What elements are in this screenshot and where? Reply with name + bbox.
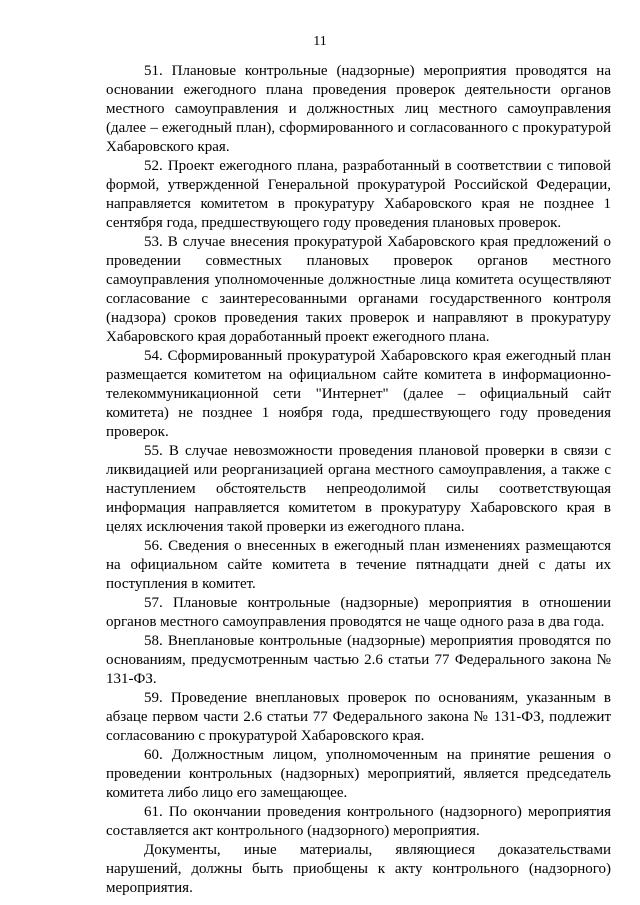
- paragraph-54: 54. Сформированный прокуратурой Хабаровского края ежегодный план размещается комитетом на официальном сайте комитета в информационно-телекоммуникационной сети "Интернет" (далее – официальный сайт комитета) не позднее 1 ноября года, предшествующего году проведения проверок.: [106, 348, 611, 440]
- paragraph-58: 58. Внеплановые контрольные (надзорные) мероприятия проводятся по основаниям, предусмотренным частью 2.6 статьи 77 Федерального закона № 131-ФЗ.: [106, 633, 611, 687]
- document-body: [106, 62, 611, 898]
- paragraph-61: 61. По окончании проведения контрольного (надзорного) мероприятия составляется акт контрольного (надзорного) мероприятия.: [106, 804, 611, 839]
- paragraph-59: 59. Проведение внеплановых проверок по основаниям, указанным в абзаце первом части 2.6 статьи 77 Федерального закона № 131-ФЗ, подлежит согласованию с прокуратурой Хабаровского края.: [106, 690, 611, 744]
- paragraph-51: 51. Плановые контрольные (надзорные) мероприятия проводятся на основании ежегодного плана проведения проверок деятельности органов местного самоуправления и должностных лиц местного самоуправления (далее – ежегодный план), сформированного и согласованного с прокуратурой Хабаровского края.: [106, 63, 611, 155]
- paragraph-52: 52. Проект ежегодного плана, разработанный в соответствии с типовой формой, утвержденной Генеральной прокуратурой Российской Федерации, направляется комитетом в прокуратуру Хабаровского края не позднее 1 сентября года, предшествующего году проведения плановых проверок.: [106, 158, 611, 231]
- page-number: 11: [313, 34, 327, 49]
- paragraph-55: 55. В случае невозможности проведения плановой проверки в связи с ликвидацией или реорганизацией органа местного самоуправления, а также с наступлением обстоятельств непреодолимой силы соответствующая информация направляется комитетом в прокуратуру Хабаровского края в целях исключения такой проверки из ежегодного плана.: [106, 443, 611, 535]
- paragraph-60: 60. Должностным лицом, уполномоченным на принятие решения о проведении контрольных (надзорных) мероприятий, является председатель комитета либо лицо его замещающее.: [106, 747, 611, 801]
- paragraph-documents: Документы, иные материалы, являющиеся доказательствами нарушений, должны быть приобщены к акту контрольного (надзорного) мероприятия.: [106, 842, 611, 896]
- paragraph-56: 56. Сведения о внесенных в ежегодный план изменениях размещаются на официальном сайте комитета в течение пятнадцати дней с даты их поступления в комитет.: [106, 538, 611, 592]
- paragraph-57: 57. Плановые контрольные (надзорные) мероприятия в отношении органов местного самоуправления проводятся не чаще одного раза в два года.: [106, 595, 611, 630]
- paragraph-53: 53. В случае внесения прокуратурой Хабаровского края предложений о проведении совместных плановых проверок органов местного самоуправления уполномоченные должностные лица комитета осуществляют согласование с заинтересованными органами государственного контроля (надзора) сроков проведения таких проверок и направляют в прокуратуру Хабаровского края доработанный проект ежегодного плана.: [106, 234, 611, 345]
